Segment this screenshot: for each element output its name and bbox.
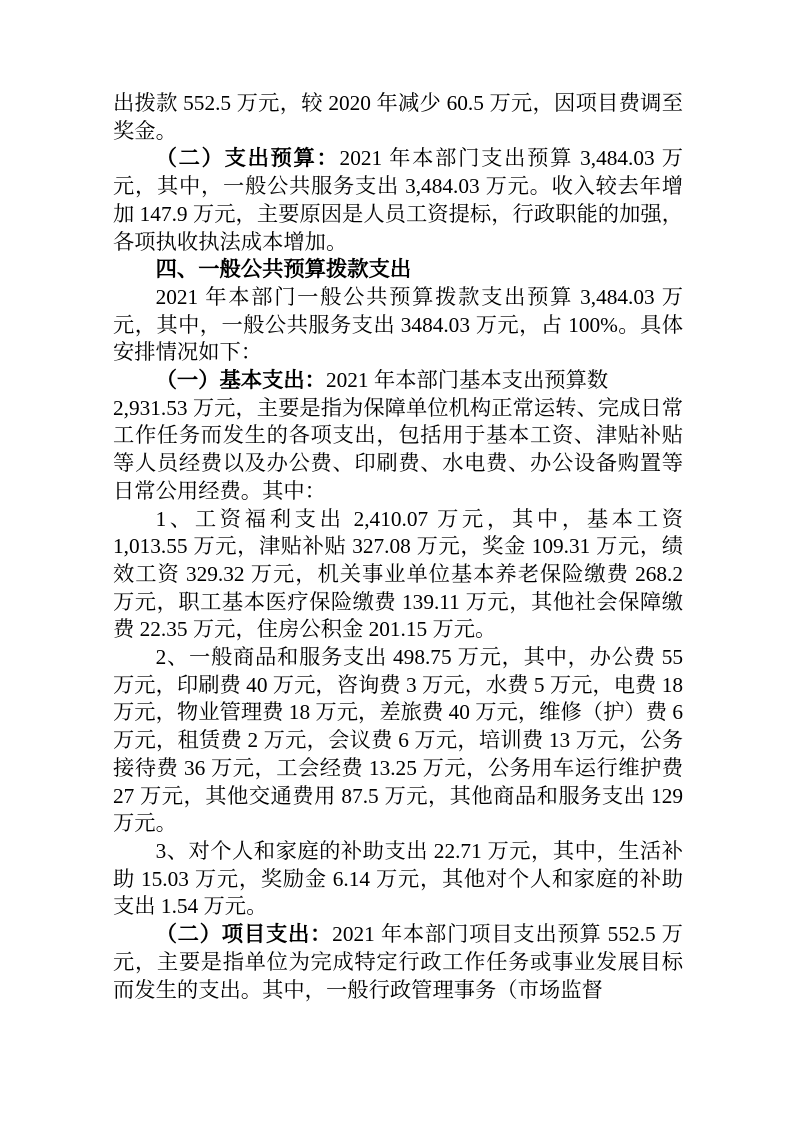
paragraph-text: 2、一般商品和服务支出 498.75 万元，其中，办公费 55 万元，印刷费 40 万元，咨询费 3 万元，水费 5 万元，电费 18 万元，物业管理费 18 万元，差旅费 40 万元，维修（护）费 6 万元，租赁费 2 万元，会议费 6 万元，培训费 13 万元，公务接待费 36 万元，工会经费 13.25 万元，公务用车运行维护费 27 万元，其他交通费用 87.5 万元，其他商品和服务支出 129 万元。 bbox=[113, 645, 683, 836]
heading-section-four-general-public-budget-expenditure bbox=[113, 256, 683, 284]
paragraph-item-2-goods-services bbox=[113, 644, 683, 838]
paragraph-general-public-budget-total bbox=[113, 284, 683, 367]
paragraph-text: 2021 年本部门基本支出预算数 bbox=[325, 368, 609, 393]
paragraph-text: 3、对个人和家庭的补助支出 22.71 万元，其中，生活补助 15.03 万元，奖励金 6.14 万元，其他对个人和家庭的补助支出 1.54 万元。 bbox=[113, 838, 683, 919]
document-body bbox=[113, 90, 683, 1004]
paragraph-project-expenditure bbox=[113, 921, 683, 1004]
paragraph-text: 2021 年本部门项目支出预算 552.5 万元，主要是指单位为完成特定行政工作任务或事业发展目标而发生的支出。其中，一般行政管理事务（市场监督 bbox=[113, 922, 683, 1002]
paragraph-continued-from-previous-page bbox=[113, 90, 683, 145]
paragraph-item-1-salary-welfare bbox=[113, 506, 683, 645]
paragraph-text: 2021 年本部门一般公共预算拨款支出预算 3,484.03 万元，其中，一般公共服务支出 3484.03 万元，占 100%。具体安排情况如下： bbox=[113, 284, 683, 365]
paragraph-text: 出拨款 552.5 万元，较 2020 年减少 60.5 万元，因项目费调至奖金。 bbox=[113, 91, 683, 143]
paragraph-bold-lead: 四、一般公共预算拨款支出 bbox=[155, 257, 412, 282]
paragraph-expenditure-budget bbox=[113, 145, 683, 256]
paragraph-text: 1、工资福利支出 2,410.07 万元，其中，基本工资 1,013.55 万元，津贴补贴 327.08 万元，奖金 109.31 万元，绩效工资 329.32 万元，机关事业单位基本养老保险缴费 268.2 万元，职工基本医疗保险缴费 139.11 万元，其他社会保障缴费 22.35 万元，住房公积金 201.15 万元。 bbox=[113, 506, 683, 642]
paragraph-item-3-individual-family-subsidies bbox=[113, 838, 683, 921]
paragraph-text: 2021 年本部门支出预算 3,484.03 万元，其中，一般公共服务支出 3,484.03 万元。收入较去年增加 147.9 万元，主要原因是人员工资提标，行政职能的加强，各项执收执法成本增加。 bbox=[113, 146, 683, 254]
paragraph-bold-lead: （一）基本支出： bbox=[155, 368, 326, 393]
paragraph-basic-expenditure bbox=[113, 367, 683, 506]
paragraph-text: 2,931.53 万元，主要是指为保障单位机构正常运转、完成日常工作任务而发生的各项支出，包括用于基本工资、津贴补贴等人员经费以及办公费、印刷费、水电费、办公设备购置等日常公用经费。其中： bbox=[113, 395, 683, 503]
paragraph-bold-lead: （二）项目支出： bbox=[155, 922, 333, 947]
paragraph-bold-lead: （二）支出预算： bbox=[155, 146, 340, 171]
